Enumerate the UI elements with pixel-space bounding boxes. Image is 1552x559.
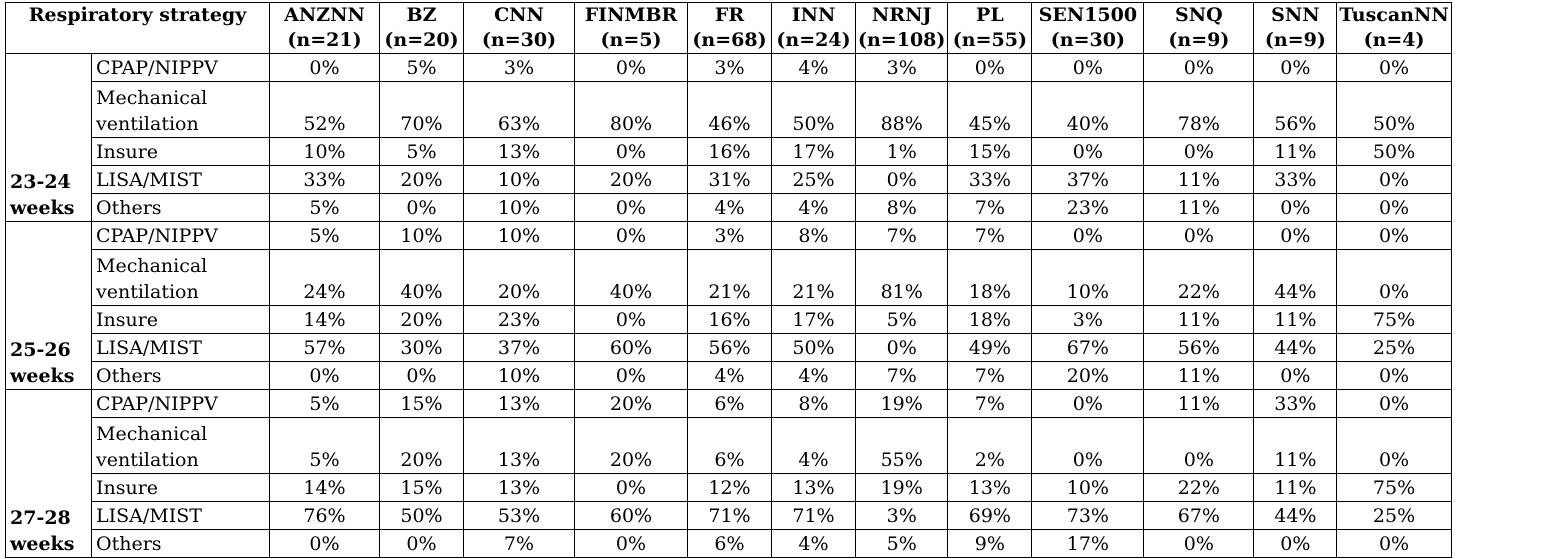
percentage-cell: 20% xyxy=(575,390,688,418)
strategy-label: CPAP/NIPPV xyxy=(92,54,270,82)
percentage-cell: 40% xyxy=(575,250,688,306)
percentage-cell: 15% xyxy=(380,390,464,418)
percentage-cell: 44% xyxy=(1254,334,1337,362)
network-name: PL xyxy=(976,4,1004,26)
network-name: ANZNN xyxy=(284,4,365,26)
percentage-cell: 0% xyxy=(575,194,688,222)
percentage-cell: 5% xyxy=(270,222,380,250)
network-sample-size: (n=68) xyxy=(692,29,767,51)
percentage-cell: 4% xyxy=(772,194,856,222)
percentage-cell: 20% xyxy=(575,418,688,474)
percentage-cell: 11% xyxy=(1144,194,1254,222)
network-name: FR xyxy=(714,4,745,26)
percentage-cell: 0% xyxy=(575,306,688,334)
percentage-cell: 0% xyxy=(1144,54,1254,82)
percentage-cell: 7% xyxy=(948,362,1032,390)
percentage-cell: 0% xyxy=(575,222,688,250)
percentage-cell: 0% xyxy=(380,530,464,558)
percentage-cell: 53% xyxy=(464,502,575,530)
percentage-cell: 0% xyxy=(380,194,464,222)
percentage-cell: 0% xyxy=(270,530,380,558)
percentage-cell: 8% xyxy=(856,194,948,222)
table-row xyxy=(6,474,1452,502)
percentage-cell: 7% xyxy=(464,530,575,558)
network-header xyxy=(575,3,688,54)
network-header xyxy=(464,3,575,54)
percentage-cell: 25% xyxy=(1337,502,1451,530)
strategy-label: Insure xyxy=(92,306,270,334)
percentage-cell: 50% xyxy=(380,502,464,530)
percentage-cell: 13% xyxy=(948,474,1032,502)
percentage-cell: 70% xyxy=(380,82,464,138)
percentage-cell: 56% xyxy=(1144,334,1254,362)
strategy-label: Others xyxy=(92,362,270,390)
percentage-cell: 0% xyxy=(856,166,948,194)
percentage-cell: 9% xyxy=(948,530,1032,558)
percentage-cell: 7% xyxy=(856,222,948,250)
percentage-cell: 0% xyxy=(1032,138,1144,166)
network-sample-size: (n=5) xyxy=(600,29,662,51)
table-row xyxy=(6,138,1452,166)
percentage-cell: 2% xyxy=(948,418,1032,474)
network-sample-size: (n=24) xyxy=(776,29,851,51)
percentage-cell: 0% xyxy=(1337,530,1451,558)
percentage-cell: 3% xyxy=(688,222,772,250)
percentage-cell: 7% xyxy=(948,390,1032,418)
network-sample-size: (n=9) xyxy=(1168,29,1230,51)
percentage-cell: 56% xyxy=(1254,82,1337,138)
percentage-cell: 0% xyxy=(1032,54,1144,82)
network-header xyxy=(1032,3,1144,54)
percentage-cell: 22% xyxy=(1144,250,1254,306)
percentage-cell: 67% xyxy=(1032,334,1144,362)
percentage-cell: 33% xyxy=(1254,390,1337,418)
table-row xyxy=(6,166,1452,194)
percentage-cell: 24% xyxy=(270,250,380,306)
network-header xyxy=(688,3,772,54)
percentage-cell: 57% xyxy=(270,334,380,362)
percentage-cell: 12% xyxy=(688,474,772,502)
percentage-cell: 13% xyxy=(464,138,575,166)
network-header xyxy=(380,3,464,54)
percentage-cell: 69% xyxy=(948,502,1032,530)
percentage-cell: 1% xyxy=(856,138,948,166)
percentage-cell: 11% xyxy=(1254,306,1337,334)
percentage-cell: 0% xyxy=(270,54,380,82)
percentage-cell: 8% xyxy=(772,390,856,418)
percentage-cell: 50% xyxy=(1337,138,1451,166)
network-header xyxy=(1254,3,1337,54)
percentage-cell: 10% xyxy=(380,222,464,250)
percentage-cell: 13% xyxy=(464,474,575,502)
percentage-cell: 3% xyxy=(688,54,772,82)
percentage-cell: 13% xyxy=(772,474,856,502)
percentage-cell: 14% xyxy=(270,474,380,502)
table-row xyxy=(6,390,1452,418)
percentage-cell: 10% xyxy=(464,166,575,194)
percentage-cell: 5% xyxy=(380,54,464,82)
percentage-cell: 50% xyxy=(1337,82,1451,138)
percentage-cell: 3% xyxy=(1032,306,1144,334)
percentage-cell: 0% xyxy=(1337,418,1451,474)
table-row xyxy=(6,334,1452,362)
percentage-cell: 25% xyxy=(772,166,856,194)
percentage-cell: 5% xyxy=(270,390,380,418)
percentage-cell: 75% xyxy=(1337,474,1451,502)
percentage-cell: 33% xyxy=(270,166,380,194)
percentage-cell: 81% xyxy=(856,250,948,306)
percentage-cell: 13% xyxy=(464,418,575,474)
strategy-label: CPAP/NIPPV xyxy=(92,222,270,250)
table-row xyxy=(6,530,1452,558)
percentage-cell: 0% xyxy=(380,362,464,390)
percentage-cell: 55% xyxy=(856,418,948,474)
strategy-label: CPAP/NIPPV xyxy=(92,390,270,418)
percentage-cell: 20% xyxy=(380,418,464,474)
network-sample-size: (n=108) xyxy=(858,29,946,51)
percentage-cell: 63% xyxy=(464,82,575,138)
network-name: SEN1500 xyxy=(1038,4,1138,26)
percentage-cell: 16% xyxy=(688,138,772,166)
percentage-cell: 15% xyxy=(948,138,1032,166)
percentage-cell: 0% xyxy=(1144,418,1254,474)
percentage-cell: 67% xyxy=(1144,502,1254,530)
percentage-cell: 11% xyxy=(1254,138,1337,166)
table-row xyxy=(6,502,1452,530)
network-name: SNN xyxy=(1271,4,1320,26)
percentage-cell: 49% xyxy=(948,334,1032,362)
percentage-cell: 0% xyxy=(1144,138,1254,166)
percentage-cell: 10% xyxy=(1032,474,1144,502)
network-name: INN xyxy=(791,4,836,26)
strategy-label: LISA/MIST xyxy=(92,502,270,530)
percentage-cell: 0% xyxy=(1144,530,1254,558)
percentage-cell: 0% xyxy=(1337,54,1451,82)
percentage-cell: 0% xyxy=(1337,222,1451,250)
percentage-cell: 40% xyxy=(1032,82,1144,138)
percentage-cell: 11% xyxy=(1144,306,1254,334)
network-name: BZ xyxy=(406,4,437,26)
percentage-cell: 3% xyxy=(464,54,575,82)
percentage-cell: 15% xyxy=(380,474,464,502)
table-row xyxy=(6,222,1452,250)
table-row xyxy=(6,418,1452,474)
strategy-label: Insure xyxy=(92,138,270,166)
respiratory-strategy-header: Respiratory strategy xyxy=(6,3,270,54)
percentage-cell: 11% xyxy=(1254,474,1337,502)
percentage-cell: 11% xyxy=(1144,166,1254,194)
network-sample-size: (n=55) xyxy=(952,29,1027,51)
network-sample-size: (n=9) xyxy=(1264,29,1326,51)
percentage-cell: 0% xyxy=(575,474,688,502)
percentage-cell: 7% xyxy=(948,222,1032,250)
header-row xyxy=(6,3,1452,54)
percentage-cell: 19% xyxy=(856,474,948,502)
table-row xyxy=(6,362,1452,390)
percentage-cell: 13% xyxy=(464,390,575,418)
network-sample-size: (n=30) xyxy=(1050,29,1125,51)
network-sample-size: (n=4) xyxy=(1363,29,1425,51)
percentage-cell: 52% xyxy=(270,82,380,138)
strategy-label: Mechanical ventilation xyxy=(92,250,270,306)
strategy-label: Insure xyxy=(92,474,270,502)
percentage-cell: 56% xyxy=(688,334,772,362)
percentage-cell: 60% xyxy=(575,334,688,362)
network-header xyxy=(1337,3,1451,54)
percentage-cell: 4% xyxy=(772,418,856,474)
percentage-cell: 3% xyxy=(856,502,948,530)
percentage-cell: 4% xyxy=(688,362,772,390)
percentage-cell: 0% xyxy=(1032,390,1144,418)
percentage-cell: 19% xyxy=(856,390,948,418)
percentage-cell: 0% xyxy=(1337,166,1451,194)
percentage-cell: 17% xyxy=(1032,530,1144,558)
percentage-cell: 5% xyxy=(270,418,380,474)
percentage-cell: 30% xyxy=(380,334,464,362)
strategy-label: LISA/MIST xyxy=(92,166,270,194)
percentage-cell: 0% xyxy=(1144,222,1254,250)
percentage-cell: 4% xyxy=(772,54,856,82)
percentage-cell: 37% xyxy=(1032,166,1144,194)
percentage-cell: 6% xyxy=(688,418,772,474)
respiratory-strategy-table xyxy=(5,2,1452,558)
percentage-cell: 60% xyxy=(575,502,688,530)
percentage-cell: 0% xyxy=(1337,194,1451,222)
percentage-cell: 0% xyxy=(1032,418,1144,474)
percentage-cell: 0% xyxy=(1032,222,1144,250)
gestational-age-group: 27-28 weeks xyxy=(6,390,92,558)
percentage-cell: 17% xyxy=(772,306,856,334)
percentage-cell: 0% xyxy=(270,362,380,390)
percentage-cell: 0% xyxy=(575,138,688,166)
gestational-age-group: 23-24 weeks xyxy=(6,54,92,222)
percentage-cell: 0% xyxy=(1337,250,1451,306)
percentage-cell: 20% xyxy=(464,250,575,306)
percentage-cell: 22% xyxy=(1144,474,1254,502)
percentage-cell: 44% xyxy=(1254,250,1337,306)
table-row xyxy=(6,194,1452,222)
percentage-cell: 31% xyxy=(688,166,772,194)
percentage-cell: 23% xyxy=(464,306,575,334)
percentage-cell: 6% xyxy=(688,530,772,558)
network-name: FINMBR xyxy=(584,4,678,26)
percentage-cell: 0% xyxy=(1254,54,1337,82)
percentage-cell: 75% xyxy=(1337,306,1451,334)
percentage-cell: 21% xyxy=(688,250,772,306)
percentage-cell: 0% xyxy=(1254,194,1337,222)
percentage-cell: 0% xyxy=(1254,222,1337,250)
percentage-cell: 46% xyxy=(688,82,772,138)
percentage-cell: 10% xyxy=(464,194,575,222)
network-name: CNN xyxy=(494,4,544,26)
network-header xyxy=(772,3,856,54)
strategy-label: LISA/MIST xyxy=(92,334,270,362)
percentage-cell: 10% xyxy=(464,222,575,250)
percentage-cell: 20% xyxy=(380,306,464,334)
percentage-cell: 7% xyxy=(948,194,1032,222)
percentage-cell: 0% xyxy=(1337,390,1451,418)
percentage-cell: 4% xyxy=(772,362,856,390)
network-sample-size: (n=21) xyxy=(287,29,362,51)
percentage-cell: 0% xyxy=(575,530,688,558)
percentage-cell: 0% xyxy=(575,54,688,82)
percentage-cell: 18% xyxy=(948,250,1032,306)
percentage-cell: 0% xyxy=(856,334,948,362)
percentage-cell: 20% xyxy=(575,166,688,194)
percentage-cell: 33% xyxy=(948,166,1032,194)
table-row xyxy=(6,54,1452,82)
strategy-label: Others xyxy=(92,194,270,222)
percentage-cell: 20% xyxy=(380,166,464,194)
table-row xyxy=(6,306,1452,334)
network-name: SNQ xyxy=(1175,4,1223,26)
percentage-cell: 6% xyxy=(688,390,772,418)
percentage-cell: 8% xyxy=(772,222,856,250)
network-header xyxy=(270,3,380,54)
percentage-cell: 10% xyxy=(464,362,575,390)
percentage-cell: 5% xyxy=(856,306,948,334)
network-sample-size: (n=30) xyxy=(481,29,557,51)
strategy-label: Others xyxy=(92,530,270,558)
percentage-cell: 5% xyxy=(856,530,948,558)
percentage-cell: 33% xyxy=(1254,166,1337,194)
network-name: NRNJ xyxy=(871,4,932,26)
percentage-cell: 4% xyxy=(688,194,772,222)
percentage-cell: 0% xyxy=(1337,362,1451,390)
percentage-cell: 21% xyxy=(772,250,856,306)
percentage-cell: 50% xyxy=(772,334,856,362)
percentage-cell: 5% xyxy=(270,194,380,222)
percentage-cell: 40% xyxy=(380,250,464,306)
table-row xyxy=(6,250,1452,306)
percentage-cell: 71% xyxy=(688,502,772,530)
percentage-cell: 25% xyxy=(1337,334,1451,362)
percentage-cell: 0% xyxy=(1254,530,1337,558)
gestational-age-group: 25-26 weeks xyxy=(6,222,92,390)
percentage-cell: 10% xyxy=(1032,250,1144,306)
percentage-cell: 10% xyxy=(270,138,380,166)
percentage-cell: 23% xyxy=(1032,194,1144,222)
percentage-cell: 50% xyxy=(772,82,856,138)
percentage-cell: 11% xyxy=(1254,418,1337,474)
percentage-cell: 76% xyxy=(270,502,380,530)
table-row xyxy=(6,82,1452,138)
percentage-cell: 71% xyxy=(772,502,856,530)
percentage-cell: 4% xyxy=(772,530,856,558)
percentage-cell: 14% xyxy=(270,306,380,334)
percentage-cell: 11% xyxy=(1144,362,1254,390)
percentage-cell: 80% xyxy=(575,82,688,138)
network-header xyxy=(948,3,1032,54)
percentage-cell: 0% xyxy=(1254,362,1337,390)
percentage-cell: 17% xyxy=(772,138,856,166)
strategy-label: Mechanical ventilation xyxy=(92,418,270,474)
percentage-cell: 37% xyxy=(464,334,575,362)
percentage-cell: 7% xyxy=(856,362,948,390)
percentage-cell: 0% xyxy=(575,362,688,390)
percentage-cell: 0% xyxy=(948,54,1032,82)
network-header xyxy=(1144,3,1254,54)
network-sample-size: (n=20) xyxy=(384,29,459,51)
network-header xyxy=(856,3,948,54)
percentage-cell: 18% xyxy=(948,306,1032,334)
percentage-cell: 16% xyxy=(688,306,772,334)
percentage-cell: 11% xyxy=(1144,390,1254,418)
percentage-cell: 78% xyxy=(1144,82,1254,138)
percentage-cell: 45% xyxy=(948,82,1032,138)
percentage-cell: 3% xyxy=(856,54,948,82)
percentage-cell: 88% xyxy=(856,82,948,138)
percentage-cell: 44% xyxy=(1254,502,1337,530)
percentage-cell: 5% xyxy=(380,138,464,166)
percentage-cell: 73% xyxy=(1032,502,1144,530)
percentage-cell: 20% xyxy=(1032,362,1144,390)
network-name: TuscanNN xyxy=(1339,4,1449,26)
strategy-label: Mechanical ventilation xyxy=(92,82,270,138)
